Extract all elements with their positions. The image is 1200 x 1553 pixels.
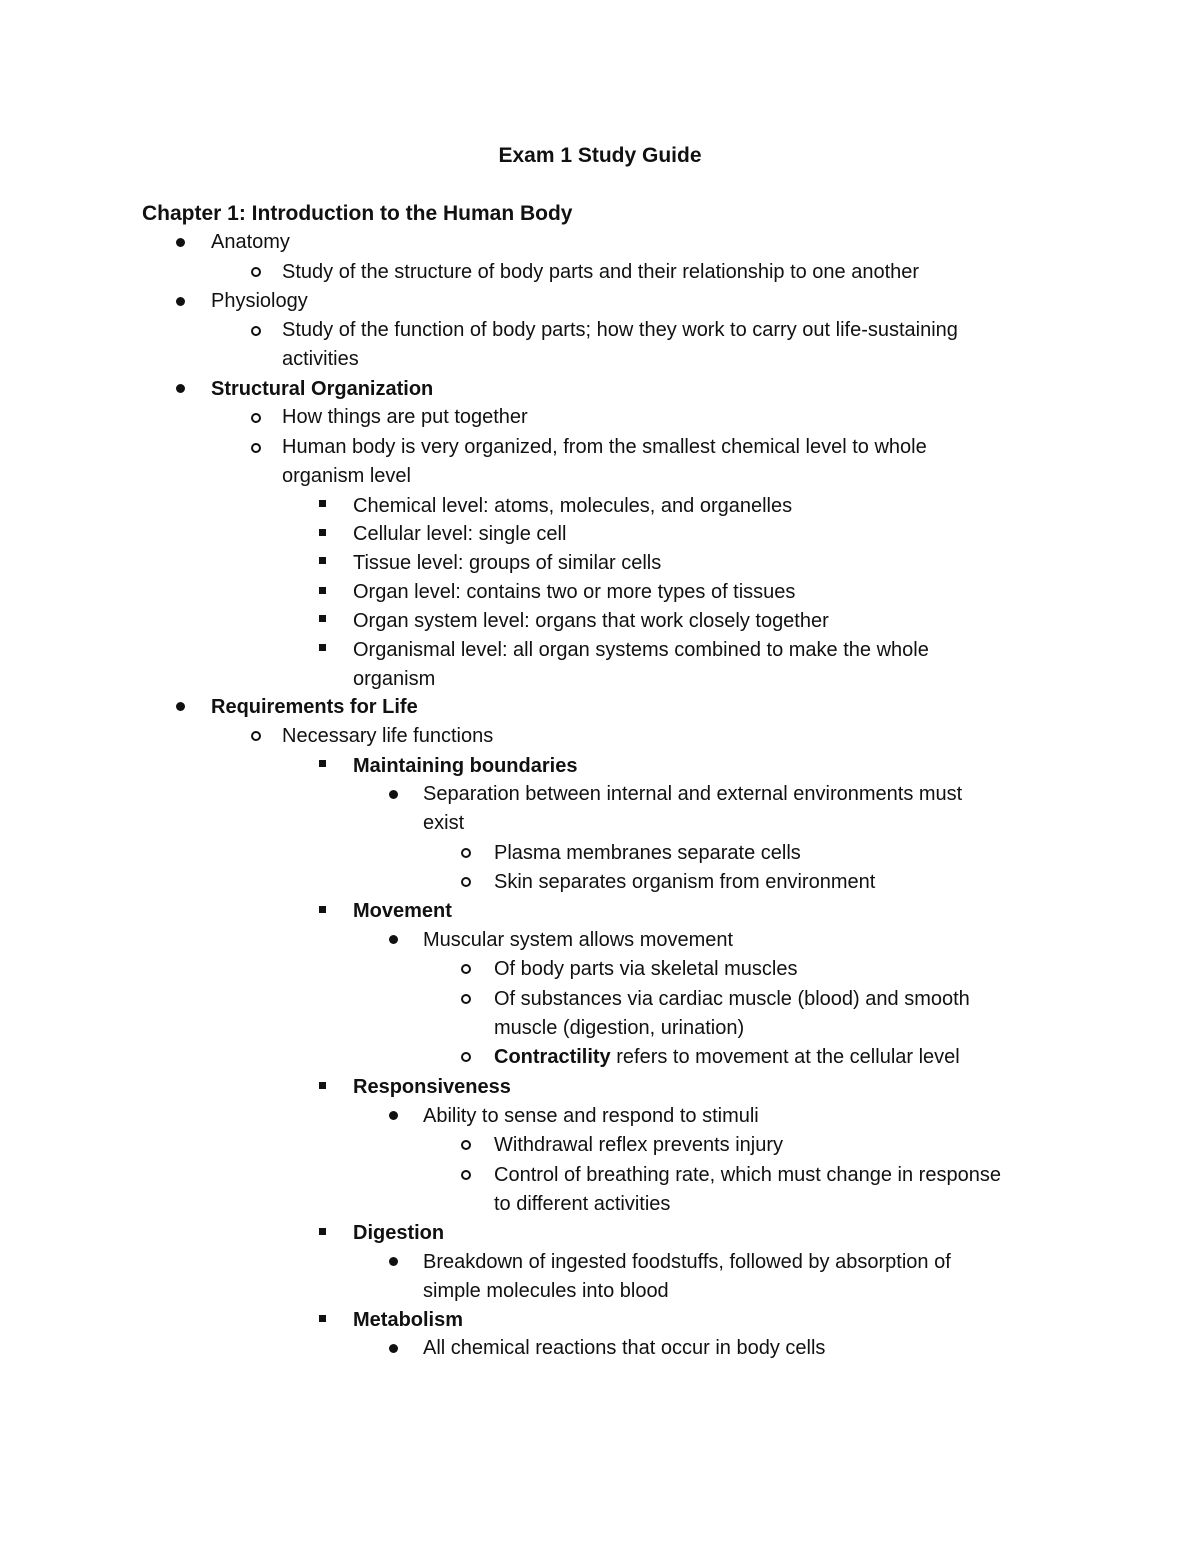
list-item-body-parts-skeletal: Of body parts via skeletal muscles [494, 958, 798, 980]
list-item-metabolism: Metabolism [353, 1309, 464, 1331]
list-item-physiology: Physiology [211, 290, 308, 312]
list-item-responsiveness: Responsiveness [353, 1076, 511, 1098]
list-item-body-organized-cont: organism level [282, 465, 411, 487]
chapter-heading: Chapter 1: Introduction to the Human Body [142, 202, 573, 225]
bullet-ring-icon [461, 1140, 471, 1150]
bullet-dot-icon [176, 238, 185, 247]
contractility-term: Contractility [494, 1046, 611, 1068]
bullet-dot-icon [389, 1111, 398, 1120]
bullet-ring-icon [251, 443, 261, 453]
bullet-dot-icon [389, 1344, 398, 1353]
bullet-square-icon [319, 906, 326, 913]
bullet-dot-icon [389, 790, 398, 799]
list-item-requirements-for-life: Requirements for Life [211, 696, 418, 718]
list-item-structural-organization: Structural Organization [211, 378, 434, 400]
list-item-substances-cardiac-cont: muscle (digestion, urination) [494, 1017, 745, 1039]
list-item-withdrawal-reflex: Withdrawal reflex prevents injury [494, 1134, 783, 1156]
bullet-ring-icon [251, 413, 261, 423]
list-item-contractility [494, 1045, 960, 1069]
list-item-body-organized: Human body is very organized, from the smallest chemical level to whole [282, 436, 927, 458]
bullet-ring-icon [461, 994, 471, 1004]
list-item-skin-separates: Skin separates organism from environment [494, 871, 876, 893]
bullet-square-icon [319, 1315, 326, 1322]
bullet-dot-icon [176, 384, 185, 393]
list-item-physiology-def: Study of the function of body parts; how they work to carry out life-sustaining [282, 319, 958, 341]
list-item-digestion: Digestion [353, 1222, 445, 1244]
list-item-substances-cardiac: Of substances via cardiac muscle (blood) and smooth [494, 988, 970, 1010]
list-item-separation-cont: exist [423, 812, 465, 834]
bullet-ring-icon [461, 848, 471, 858]
list-item-anatomy-def: Study of the structure of body parts and their relationship to one another [282, 261, 920, 283]
bullet-square-icon [319, 1228, 326, 1235]
list-item-cellular-level: Cellular level: single cell [353, 523, 567, 545]
list-item-physiology-def-cont: activities [282, 348, 359, 370]
list-item-muscular-system: Muscular system allows movement [423, 929, 734, 951]
list-item-chemical-reactions: All chemical reactions that occur in body cells [423, 1337, 826, 1359]
bullet-square-icon [319, 644, 326, 651]
bullet-square-icon [319, 587, 326, 594]
list-item-tissue-level: Tissue level: groups of similar cells [353, 552, 662, 574]
bullet-ring-icon [461, 877, 471, 887]
list-item-chemical-level: Chemical level: atoms, molecules, and organelles [353, 495, 793, 517]
list-item-breakdown-foodstuffs-cont: simple molecules into blood [423, 1280, 669, 1302]
document-title: Exam 1 Study Guide [498, 144, 702, 167]
list-item-breathing-rate: Control of breathing rate, which must change in response [494, 1164, 1001, 1186]
bullet-ring-icon [251, 267, 261, 277]
bullet-ring-icon [251, 326, 261, 336]
list-item-anatomy: Anatomy [211, 231, 290, 253]
list-item-maintaining-boundaries: Maintaining boundaries [353, 755, 578, 777]
list-item-organismal-level: Organismal level: all organ systems combined to make the whole [353, 639, 929, 661]
bullet-square-icon [319, 529, 326, 536]
bullet-square-icon [319, 615, 326, 622]
bullet-dot-icon [176, 297, 185, 306]
contractility-definition: refers to movement at the cellular level [610, 1046, 960, 1068]
bullet-ring-icon [461, 964, 471, 974]
bullet-ring-icon [251, 731, 261, 741]
bullet-ring-icon [461, 1052, 471, 1062]
bullet-square-icon [319, 760, 326, 767]
list-item-plasma-membranes: Plasma membranes separate cells [494, 842, 801, 864]
list-item-organ-system-level: Organ system level: organs that work closely together [353, 610, 829, 632]
bullet-dot-icon [176, 702, 185, 711]
list-item-separation: Separation between internal and external environments must [423, 783, 963, 805]
bullet-ring-icon [461, 1170, 471, 1180]
bullet-dot-icon [389, 935, 398, 944]
bullet-square-icon [319, 1082, 326, 1089]
bullet-square-icon [319, 500, 326, 507]
list-item-movement: Movement [353, 900, 452, 922]
list-item-necessary-life-functions: Necessary life functions [282, 725, 494, 747]
list-item-how-put-together: How things are put together [282, 406, 528, 428]
bullet-dot-icon [389, 1257, 398, 1266]
list-item-breakdown-foodstuffs: Breakdown of ingested foodstuffs, followed by absorption of [423, 1251, 951, 1273]
list-item-ability-to-sense: Ability to sense and respond to stimuli [423, 1105, 759, 1127]
bullet-square-icon [319, 557, 326, 564]
list-item-organ-level: Organ level: contains two or more types of tissues [353, 581, 796, 603]
list-item-organismal-level-cont: organism [353, 668, 436, 690]
list-item-breathing-rate-cont: to different activities [494, 1193, 671, 1215]
